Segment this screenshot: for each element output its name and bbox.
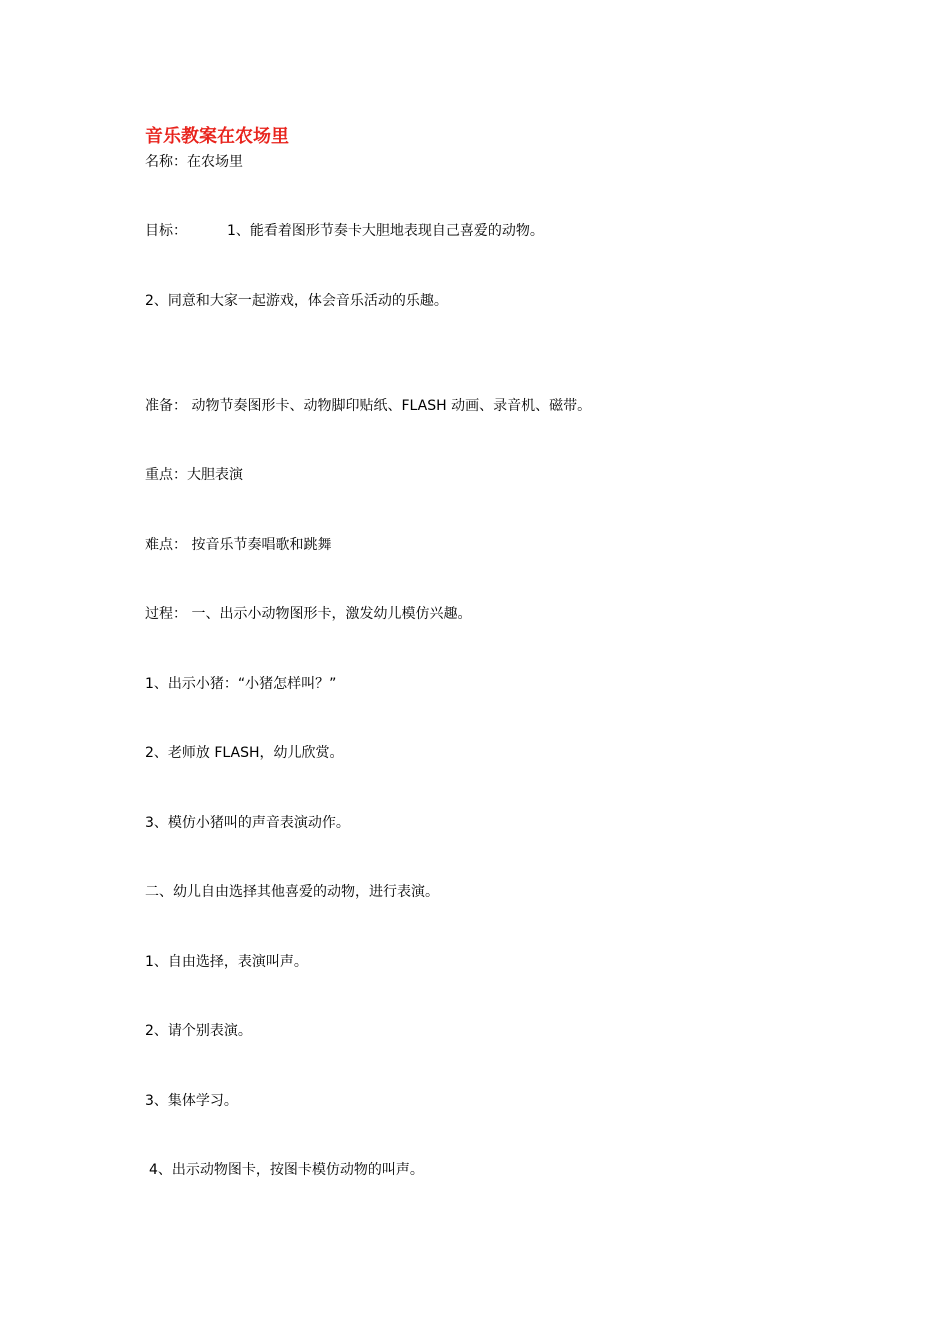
step-2-4: 4、出示动物图卡，按图卡模仿动物的叫声。 (149, 1162, 424, 1178)
step-1-2: 2、老师放 FLASH，幼儿欣赏。 (145, 745, 344, 761)
goal-item-2: 2、同意和大家一起游戏，体会音乐活动的乐趣。 (145, 293, 448, 309)
process-line: 过程： 一、出示小动物图形卡，激发幼儿模仿兴趣。 (145, 606, 472, 622)
step-2-1: 1、自由选择，表演叫声。 (145, 954, 308, 970)
document-title: 音乐教案在农场里 (145, 126, 289, 147)
step-2-2: 2、请个别表演。 (145, 1023, 252, 1039)
name-line: 名称：在农场里 (145, 154, 243, 170)
goal-item-1: 1、能看着图形节奏卡大胆地表现自己喜爱的动物。 (227, 223, 544, 239)
difficulty-line: 难点： 按音乐节奏唱歌和跳舞 (145, 537, 332, 553)
step-2-3: 3、集体学习。 (145, 1093, 238, 1109)
section-2-heading: 二、幼儿自由选择其他喜爱的动物，进行表演。 (145, 884, 439, 900)
step-1-1: 1、出示小猪：“小猪怎样叫？” (145, 676, 337, 692)
goal-label: 目标： (145, 223, 187, 239)
goal-line (145, 221, 544, 241)
key-point-line: 重点：大胆表演 (145, 467, 243, 483)
preparation-line: 准备： 动物节奏图形卡、动物脚印贴纸、FLASH 动画、录音机、磁带。 (145, 398, 592, 414)
step-1-3: 3、模仿小猪叫的声音表演动作。 (145, 815, 350, 831)
